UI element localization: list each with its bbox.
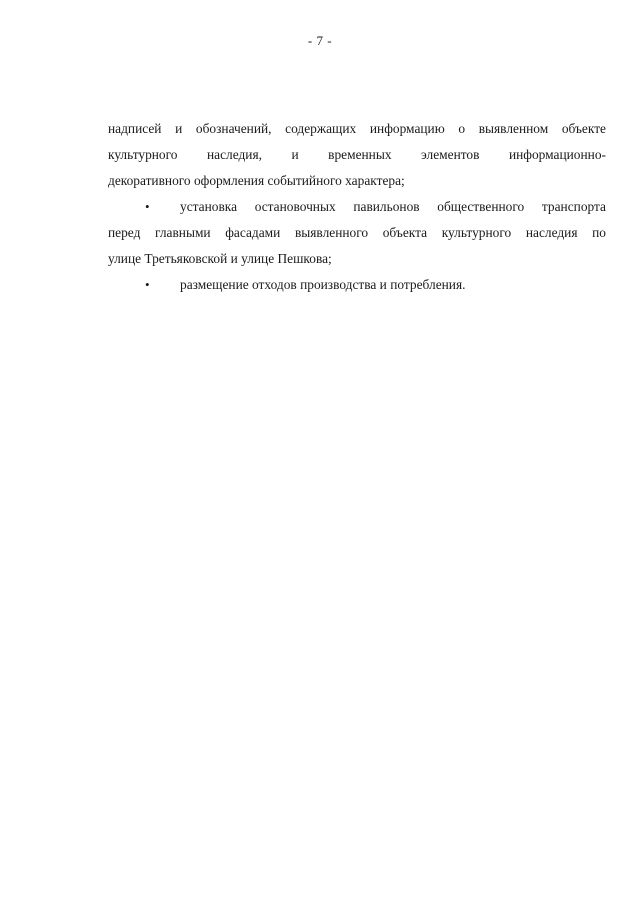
page-number: - 7 - [307, 33, 333, 48]
bullet-icon: • [145, 277, 150, 292]
text-line: перед главными фасадами выявленного объекта культурного наследия по [108, 225, 606, 240]
bullet-icon: • [145, 199, 150, 214]
text-line: установка остановочных павильонов общественного транспорта [180, 199, 606, 214]
text-line: надписей и обозначений, содержащих информацию о выявленном объекте [108, 121, 606, 136]
text-line: размещение отходов производства и потребления. [180, 277, 466, 292]
text-line: улице Третьяковской и улице Пешкова; [108, 251, 332, 266]
text-line: культурного наследия, и временных элементов информационно- [108, 147, 606, 162]
text-line: декоративного оформления событийного характера; [108, 173, 405, 188]
